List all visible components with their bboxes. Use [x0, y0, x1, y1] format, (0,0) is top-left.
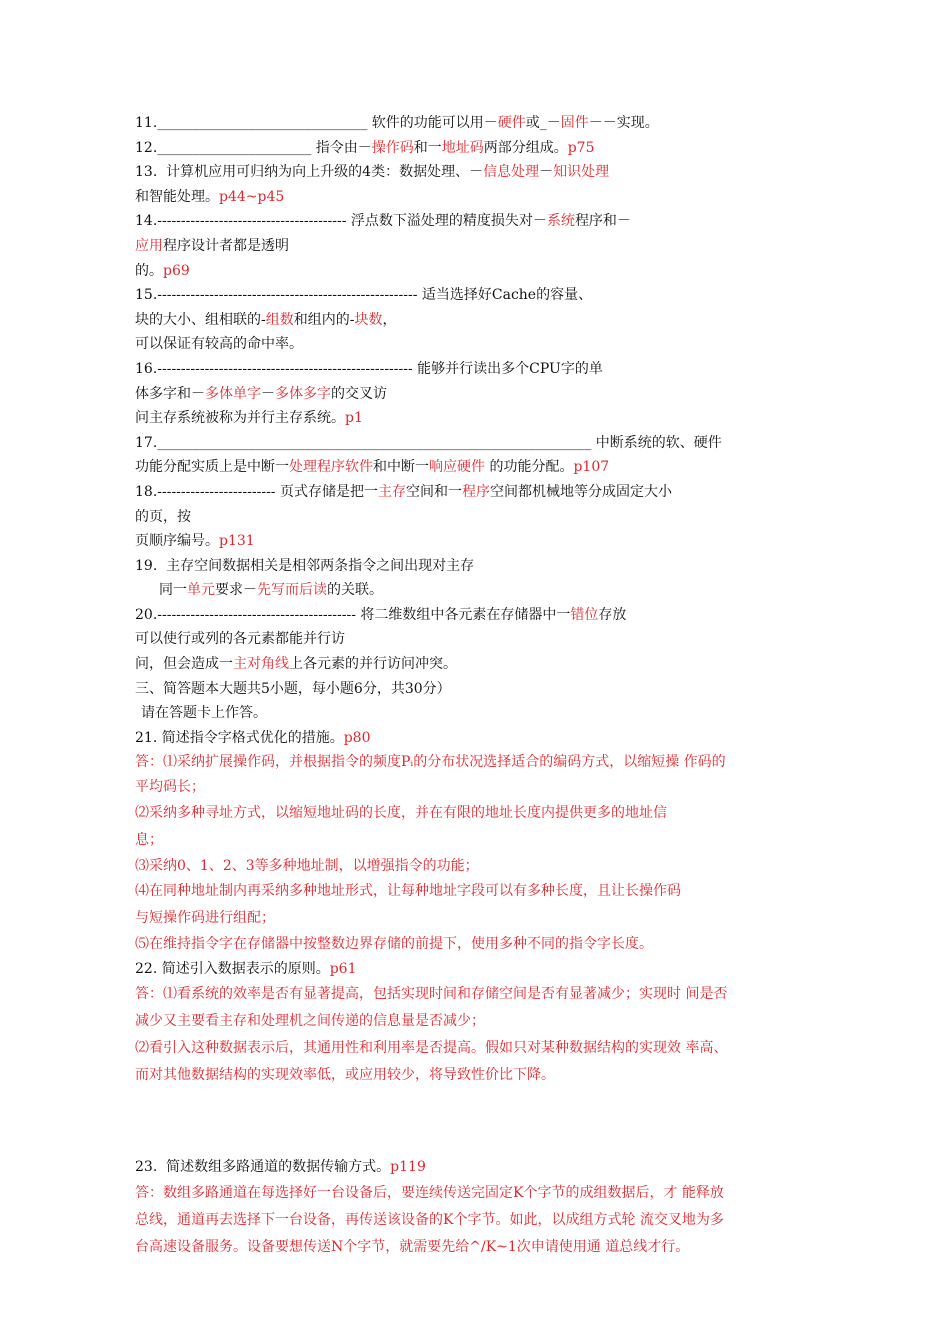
answer-21-2: ⑵采纳多种寻址方式，以缩短地址码的长度，并在有限的地址长度内提供更多的地址信 — [135, 804, 667, 821]
fill-blank-17-cont: 功能分配实质上是中断一处理程序软件和中断一响应硬件 的功能分配。p107 — [135, 459, 610, 476]
answer-22-1-cont: 减少又主要看主存和处理机之间传递的信息量是否减少； — [135, 1013, 485, 1030]
answer-21-4-cont: 与短操作码进行组配； — [135, 910, 275, 927]
answer-22-1: 答：⑴看系统的效率是否有显著提高，包括实现时间和存储空间是否有显著减少；实现时 间是否 — [135, 986, 728, 1003]
fill-blank-18-end: 页顺序编号。p131 — [135, 533, 255, 550]
section-instruction: 请在答题卡上作答。 — [141, 705, 267, 722]
question-23: 23. 简述数组多路通道的数据传输方式。p119 — [135, 1159, 426, 1176]
fill-blank-17: 17.______________________________________________________________ 中断系统的软、硬件 — [135, 434, 722, 451]
fill-blank-20: 20.------------------------------------------ 将二维数组中各元素在存储器中一错位存放 — [135, 606, 627, 623]
fill-blank-15: 15.------------------------------------------------------- 适当选择好Cache的容量、 — [135, 287, 593, 304]
fill-blank-14: 14.---------------------------------------- 浮点数下溢处理的精度损失对－系统程序和－ — [135, 213, 631, 230]
fill-blank-14-end: 的。p69 — [135, 262, 190, 279]
document-page — [135, 111, 825, 1261]
fill-blank-15-end: 可以保证有较高的命中率。 — [135, 336, 303, 353]
fill-blank-20-end: 问，但会造成一主对角线上各元素的并行访问冲突。 — [135, 656, 457, 673]
answer-22-2: ⑵看引入这种数据表示后，其通用性和利用率是否提高。假如只对某种数据结构的实现效 率高、 — [135, 1040, 728, 1057]
fill-blank-11: 11.______________________________ 软件的功能可以用－硬件或_－固件－－实现。 — [135, 115, 659, 131]
fill-blank-18: 18.------------------------- 页式存储是把一主存空间和一程序空间都机械地等分成固定大小 — [135, 483, 672, 500]
answer-21-4: ⑷在同种地址制内再采纳多种地址形式，让每种地址字段可以有多种长度，且让长操作码 — [135, 883, 681, 900]
spacer — [135, 1089, 825, 1155]
answer-21-1: 答：⑴采纳扩展操作码，并根据指令的频度Pᵢ的分布状况选择适合的编码方式，以缩短操 作码的 — [135, 754, 726, 771]
question-22: 22. 简述引入数据表示的原则。p61 — [135, 960, 357, 977]
fill-blank-13-cont: 和智能处理。p44~p45 — [135, 188, 285, 205]
fill-blank-15-cont: 块的大小、组相联的-组数和组内的-块数， — [135, 311, 397, 328]
answer-21-1-cont: 平均码长； — [135, 779, 205, 796]
fill-blank-16: 16.------------------------------------------------------ 能够并行读出多个CPU字的单 — [135, 360, 603, 377]
answer-23-3: 台高速设备服务。设备要想传送N个字节，就需要先给^/K~1次申请使用通 道总线才行。 — [135, 1239, 690, 1255]
fill-blank-19: 19. 主存空间数据相关是相邻两条指令之间出现对主存 — [135, 557, 475, 574]
fill-blank-14-cont: 应用程序设计者都是透明 — [135, 237, 289, 254]
fill-blank-12: 12.______________________ 指令由－操作码和一地址码两部分组成。p75 — [135, 139, 595, 156]
fill-blank-20-cont: 可以使行或列的各元素都能并行访 — [135, 631, 345, 648]
fill-blank-16-cont: 体多字和－多体单字－多体多字的交叉访 — [135, 385, 387, 402]
question-21: 21. 简述指令字格式优化的措施。p80 — [135, 729, 371, 746]
fill-blank-18-cont: 的页，按 — [135, 508, 191, 525]
fill-blank-13: 13. 计算机应用可归纳为向上升级的4类：数据处理、－信息处理－知识处理 — [135, 164, 610, 181]
fill-blank-19-cont: 同一单元要求－先写而后读的关联。 — [159, 582, 383, 599]
answer-21-3: ⑶采纳0、1、2、3等多种地址制，以增强指令的功能； — [135, 857, 479, 874]
fill-blank-16-end: 问主存系统被称为并行主存系统。p1 — [135, 410, 363, 427]
answer-21-2-cont: 息； — [135, 831, 163, 848]
section-heading-3: 三、简答题本大题共5小题，每小题6分，共30分） — [135, 680, 451, 697]
answer-22-2-cont: 而对其他数据结构的实现效率低，或应用较少，将导致性价比下降。 — [135, 1067, 555, 1084]
answer-23-2: 总线，通道再去选择下一台设备，再传送该设备的K个字节。如此，以成组方式轮 流交叉地为多 — [135, 1212, 724, 1228]
answer-21-5: ⑸在维持指令字在存储器中按整数边界存储的前提下，使用多种不同的指令字长度。 — [135, 936, 653, 953]
answer-23-1: 答：数组多路通道在每选择好一台设备后，要连续传送完固定K个字节的成组数据后，才 能释放 — [135, 1185, 724, 1201]
